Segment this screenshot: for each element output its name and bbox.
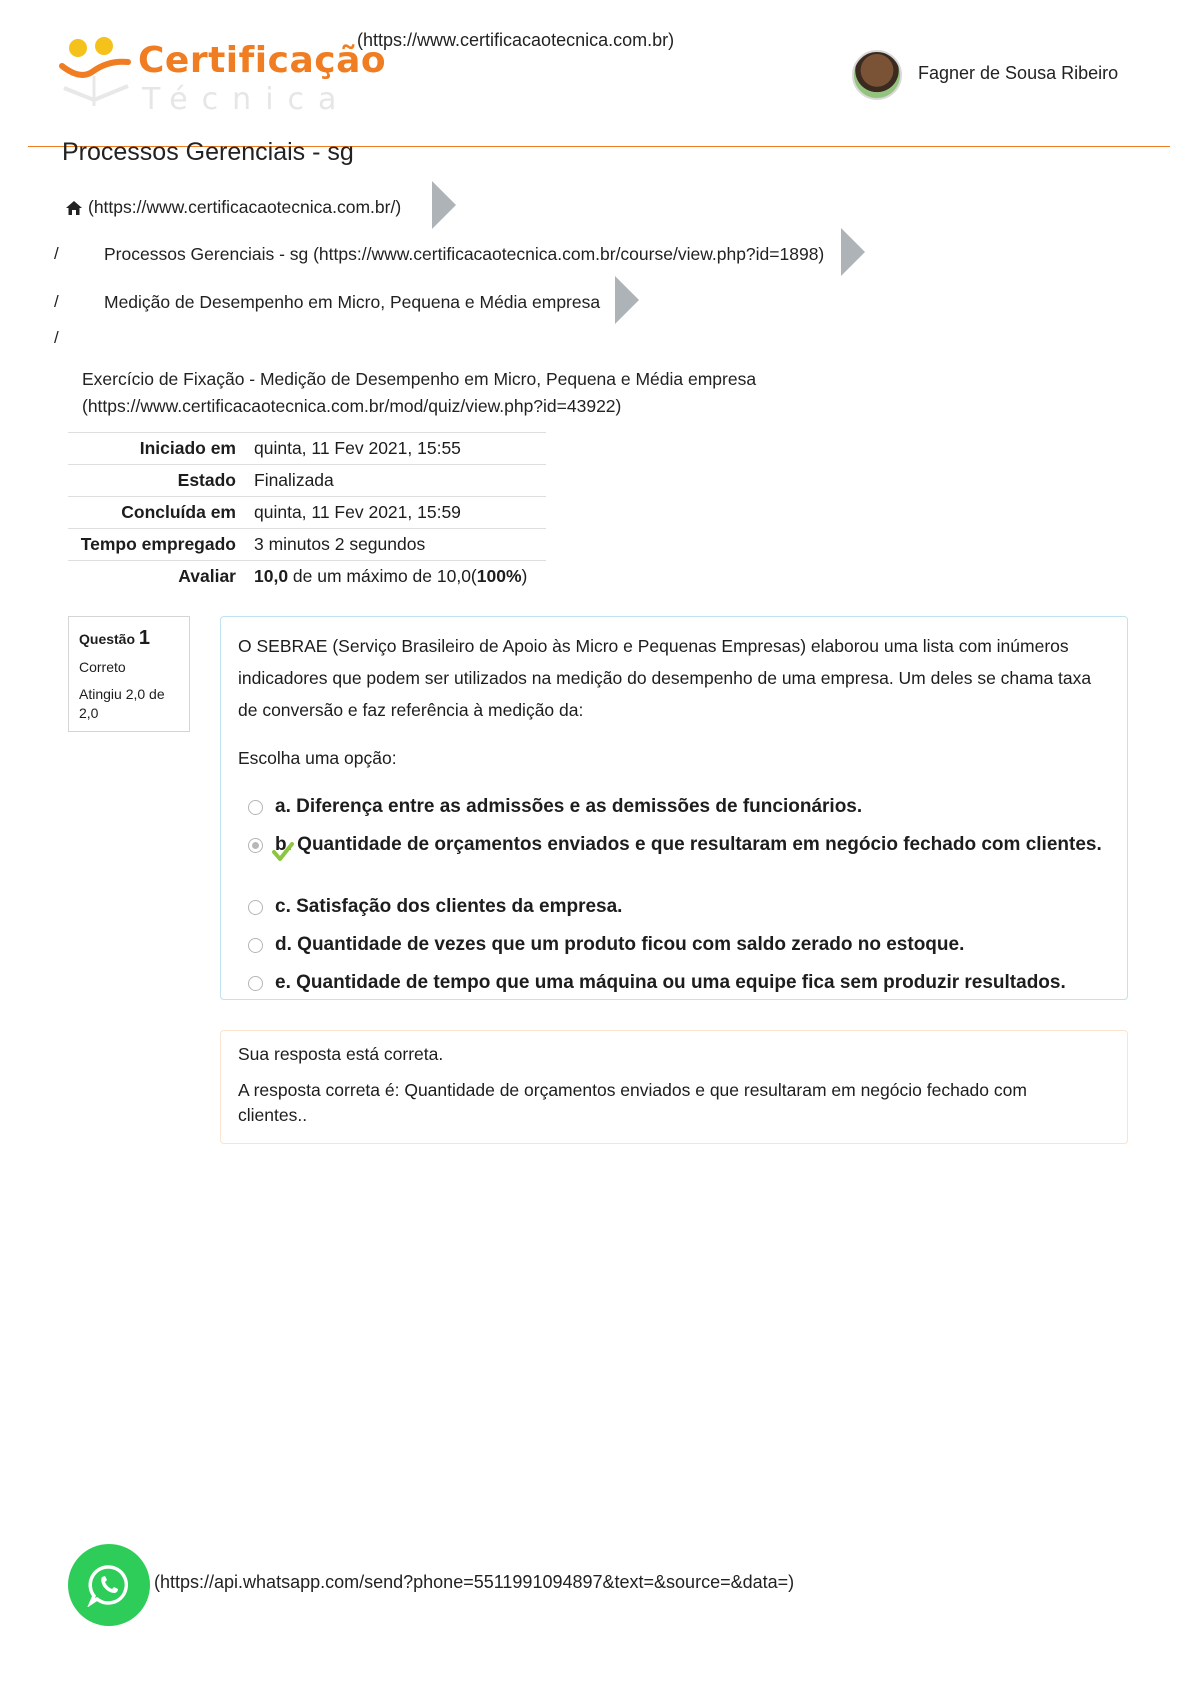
- answer-option-d[interactable]: [248, 934, 964, 956]
- logo-word-tecnica: Técnica: [142, 82, 351, 117]
- summary-label: Concluída em: [121, 502, 236, 522]
- question-state: Correto: [79, 659, 126, 675]
- summary-label: Tempo empregado: [80, 534, 236, 554]
- answer-option-label: c. Satisfação dos clientes da empresa.: [275, 896, 623, 917]
- whatsapp-button[interactable]: [68, 1544, 150, 1626]
- radio-button-selected[interactable]: [248, 838, 263, 853]
- question-text: O SEBRAE (Serviço Brasileiro de Apoio às Micro e Pequenas Empresas) elaborou uma lista com inúmeros indicadores que podem ser utilizados na medição do desempenho de uma empresa. Um deles se chama taxa de conversão e faz referência à medição da:: [238, 636, 1092, 720]
- summary-row-completed: [68, 496, 546, 528]
- whatsapp-icon: [87, 1563, 131, 1607]
- site-link[interactable]: (https://www.certificacaotecnica.com.br): [357, 30, 675, 50]
- logo-figures-icon: [58, 36, 136, 110]
- breadcrumb-section-link[interactable]: Medição de Desempenho em Micro, Pequena e Média empresa: [104, 292, 601, 312]
- summary-value: Finalizada: [254, 470, 334, 490]
- radio-button[interactable]: [248, 900, 263, 915]
- summary-value-grade: [254, 566, 527, 587]
- answer-option-a[interactable]: [248, 796, 862, 818]
- question-marks: Atingiu 2,0 de 2,0: [79, 686, 165, 721]
- answer-option-c[interactable]: [248, 896, 622, 918]
- breadcrumb-home-link[interactable]: (https://www.certificacaotecnica.com.br/): [88, 197, 402, 217]
- question-label: Questão: [79, 631, 136, 647]
- question-number-value: 1: [138, 627, 151, 649]
- page-title: Processos Gerenciais - sg: [62, 138, 354, 166]
- avatar[interactable]: [852, 50, 902, 100]
- summary-label: Estado: [177, 470, 236, 490]
- summary-label: Iniciado em: [139, 438, 236, 458]
- summary-value: quinta, 11 Fev 2021, 15:55: [254, 438, 461, 458]
- answer-option-label: b. Quantidade de orçamentos enviados e que resultaram em negócio fechado com clientes.: [275, 834, 1102, 855]
- logo-word-certificacao: Certificação: [138, 40, 387, 81]
- answer-option-b[interactable]: [248, 834, 1102, 856]
- summary-label: Avaliar: [178, 566, 236, 586]
- grade-percent: 100%: [476, 566, 522, 586]
- breadcrumb-quiz[interactable]: [82, 366, 756, 420]
- breadcrumb-home[interactable]: [66, 197, 401, 218]
- summary-row-started: [68, 432, 546, 464]
- correct-check-icon: [272, 842, 294, 862]
- radio-button[interactable]: [248, 800, 263, 815]
- question-info: [68, 616, 190, 732]
- breadcrumb-quiz-title[interactable]: Exercício de Fixação - Medição de Desempenho em Micro, Pequena e Média empresa: [82, 369, 757, 389]
- answer-option-label: d. Quantidade de vezes que um produto ficou com saldo zerado no estoque.: [275, 934, 965, 955]
- breadcrumb-arrow-icon: [432, 181, 456, 229]
- summary-row-grade: [68, 560, 546, 592]
- summary-row-time: [68, 528, 546, 560]
- breadcrumb-separator: /: [54, 244, 59, 263]
- radio-button[interactable]: [248, 938, 263, 953]
- feedback-right-answer: A resposta correta é: Quantidade de orçamentos enviados e que resultaram em negócio fechado com clientes..: [238, 1080, 1027, 1125]
- grade-end: ): [521, 566, 528, 586]
- grade-middle: de um máximo de 10,0(: [288, 566, 477, 586]
- site-logo[interactable]: [58, 36, 387, 117]
- breadcrumb-quiz-link[interactable]: (https://www.certificacaotecnica.com.br/mod/quiz/view.php?id=43922): [82, 396, 622, 416]
- home-icon: [66, 201, 82, 215]
- answer-option-label: e. Quantidade de tempo que uma máquina ou uma equipe fica sem produzir resultados.: [275, 972, 1066, 993]
- summary-row-state: [68, 464, 546, 496]
- summary-value: 3 minutos 2 segundos: [254, 534, 426, 554]
- breadcrumb-arrow-icon: [841, 228, 865, 276]
- breadcrumb-separator: /: [54, 292, 59, 311]
- breadcrumb-arrow-icon: [615, 276, 639, 324]
- answer-option-label: a. Diferença entre as admissões e as demissões de funcionários.: [275, 796, 863, 817]
- quiz-summary-table: [68, 432, 546, 592]
- whatsapp-link[interactable]: (https://api.whatsapp.com/send?phone=5511991094897&text=&source=&data=): [154, 1572, 795, 1592]
- radio-button[interactable]: [248, 976, 263, 991]
- user-name[interactable]: Fagner de Sousa Ribeiro: [918, 63, 1119, 83]
- answer-option-e[interactable]: [248, 972, 1066, 994]
- summary-value: quinta, 11 Fev 2021, 15:59: [254, 502, 461, 522]
- question-number: [79, 627, 179, 650]
- grade-score: 10,0: [254, 566, 289, 586]
- feedback-correct: Sua resposta está correta.: [238, 1044, 444, 1064]
- breadcrumb-separator: /: [54, 328, 59, 347]
- answer-prompt: Escolha uma opção:: [238, 748, 397, 768]
- breadcrumb-course-link[interactable]: Processos Gerenciais - sg (https://www.certificacaotecnica.com.br/course/view.php?id=1898): [104, 244, 825, 264]
